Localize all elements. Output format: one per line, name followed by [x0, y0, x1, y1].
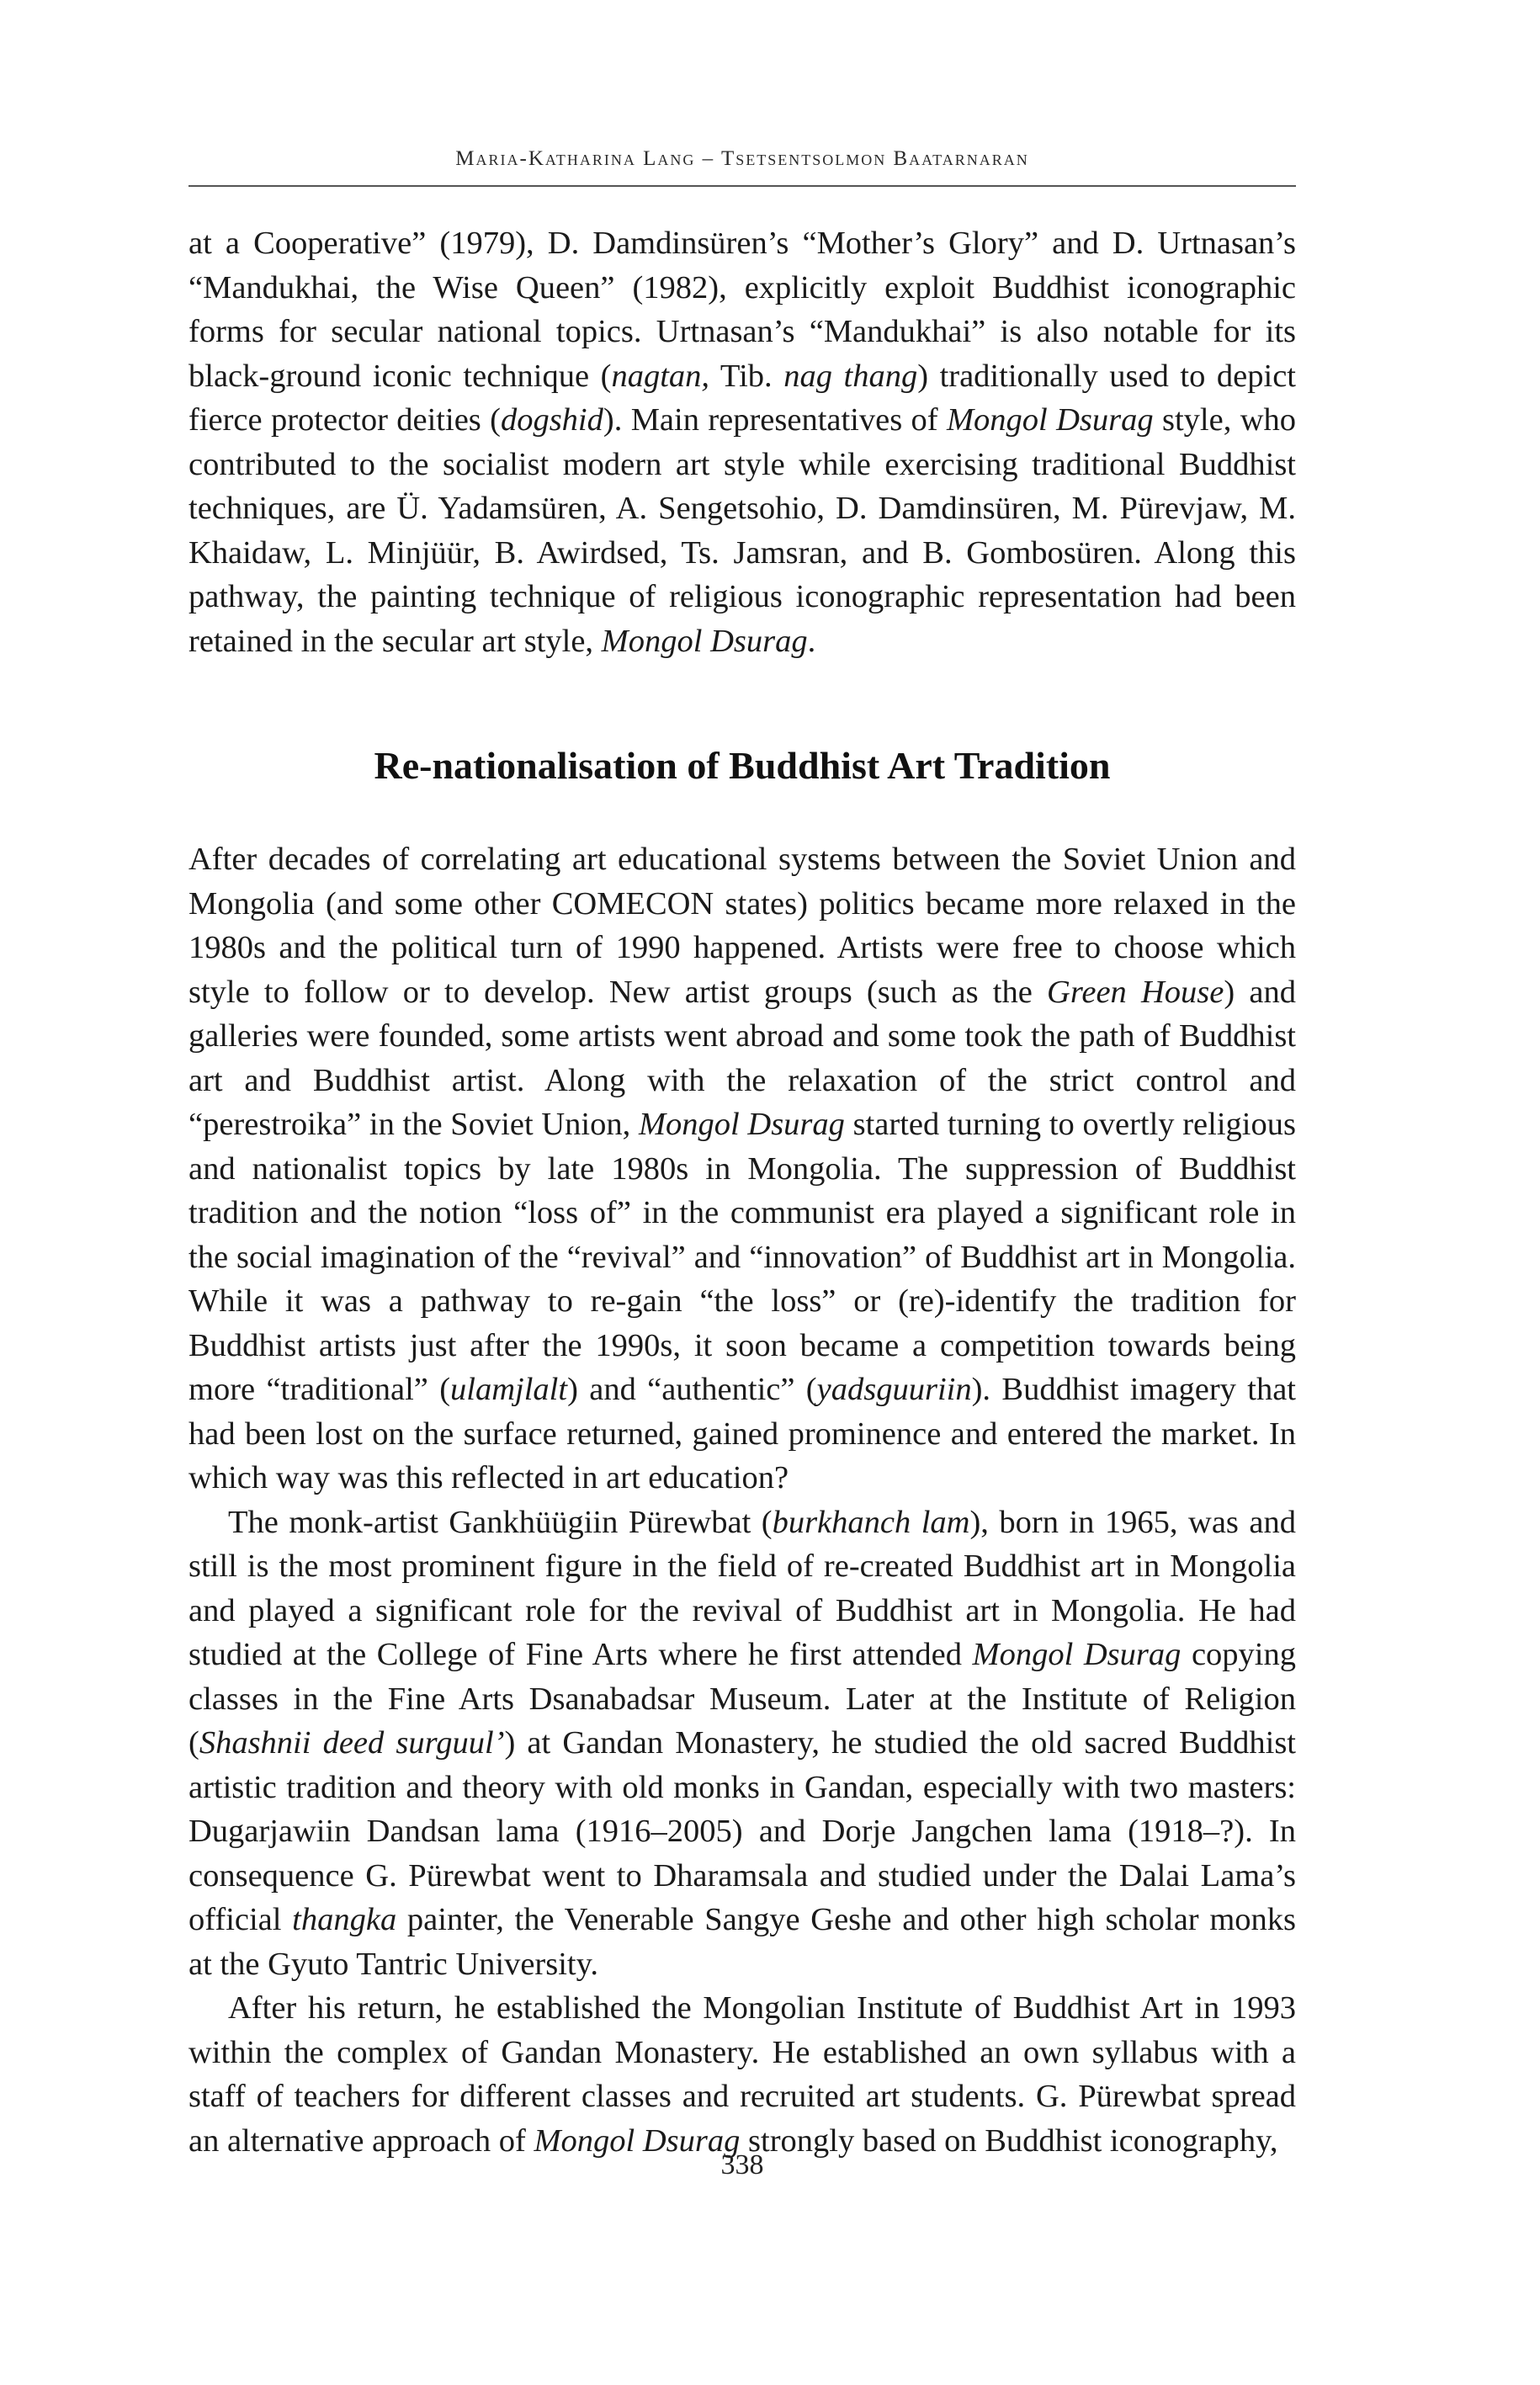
running-head: Maria-Katharina Lang – Tsetsentsolmon Baatarnaran: [455, 147, 1029, 170]
header-rule: [189, 185, 1296, 187]
section-heading: Re-nationalisation of Buddhist Art Tradition: [374, 744, 1111, 787]
paragraph: The monk-artist Gankhüügiin Pürewbat (burkhanch lam), born in 1965, was and still is the most prominent figure in the field of re-created Buddhist art in Mongolia and played a significant role for the revival of Buddhist art in Mongolia. He had studied at the College of Fine Arts where he first attended Mongol Dsurag copying classes in the Fine Arts Dsanabadsar Museum. Later at the Institute of Religion (Shashnii deed surguul’) at Gandan Monastery, he studied the old sacred Buddhist artistic tradition and theory with old monks in Gandan, especially with two masters: Dugarjawiin Dandsan lama (1916–2005) and Dorje Jangchen lama (1918–?). In consequence G. Pürewbat went to Dharamsala and studied under the Dalai Lama’s official thangka painter, the Venerable Sangye Geshe and other high scholar monks at the Gyuto Tantric University.: [189, 1504, 1297, 1982]
paragraph-continued: at a Cooperative” (1979), D. Damdinsüren’s “Mother’s Glory” and D. Urtnasan’s “Mandukhai, the Wise Queen” (1982), explicitly exploit Buddhist iconographic forms for secular national topics. Urtnasan’s “Mandukhai” is also notable for its black-ground iconic technique (nagtan, Tib. nag thang) traditionally used to depict fierce protector deities (dogshid). Main representatives of Mongol Dsurag style, who contributed to the socialist modern art style while exercising traditional Buddhist techniques, are Ü. Yadamsüren, A. Sengetsohio, D. Damdinsüren, M. Pürevjaw, M. Khaidaw, L. Minjüür, B. Awirdsed, Ts. Jamsran, and B. Gombosüren. Along this pathway, the painting technique of religious iconographic representation had been retained in the secular art style, Mongol Dsurag.: [189, 226, 1296, 659]
text-block-top: [189, 221, 1296, 663]
page-number: 338: [720, 2149, 764, 2180]
text-block-main: [189, 837, 1296, 2163]
paragraph: After his return, he established the Mongolian Institute of Buddhist Art in 1993 within the complex of Gandan Monastery. He established an own syllabus with a staff of teachers for different classes and recruited art students. G. Pürewbat spread an alternative approach of Mongol Dsurag strongly based on Buddhist iconography,: [189, 1990, 1296, 2159]
paragraph: After decades of correlating art educational systems between the Soviet Union and Mongolia (and some other COMECON states) politics became more relaxed in the 1980s and the political turn of 1990 happened. Artists were free to choose which style to follow or to develop. New artist groups (such as the Green House) and galleries were founded, some artists went abroad and some took the path of Buddhist art and Buddhist artist. Along with the relaxation of the strict control and “perestroika” in the Soviet Union, Mongol Dsurag started turning to overtly religious and nationalist topics by late 1980s in Mongolia. The suppression of Buddhist tradition and the notion “loss of” in the communist era played a significant role in the social imagination of the “revival” and “innovation” of Buddhist art in Mongolia. While it was a pathway to re-gain “the loss” or (re)-identify the tradition for Buddhist artists just after the 1990s, it soon became a competition towards being more “traditional” (ulamjlalt) and “authentic” (yadsguuriin). Buddhist imagery that had been lost on the surface returned, gained prominence and entered the market. In which way was this reflected in art education?: [189, 842, 1297, 1495]
